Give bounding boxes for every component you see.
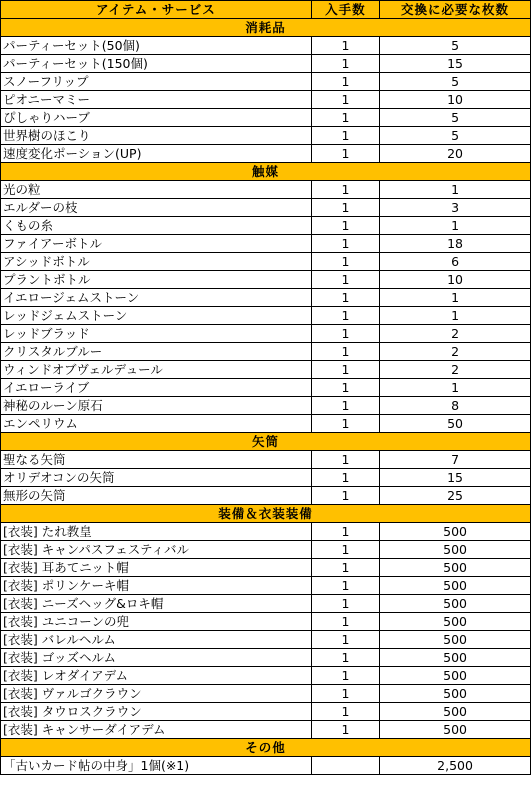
quantity-cell: 1 bbox=[311, 685, 379, 703]
item-name-cell: [衣装] バレルヘルム bbox=[1, 631, 312, 649]
table-row bbox=[1, 271, 531, 289]
item-name-cell: 無形の矢筒 bbox=[1, 487, 312, 505]
table-row bbox=[1, 469, 531, 487]
table-row bbox=[1, 631, 531, 649]
quantity-cell: 1 bbox=[311, 199, 379, 217]
cost-cell: 5 bbox=[380, 127, 531, 145]
item-name-cell: [衣装] ユニコーンの兜 bbox=[1, 613, 312, 631]
table-row bbox=[1, 361, 531, 379]
cost-cell: 25 bbox=[380, 487, 531, 505]
item-name-cell: 速度変化ポーション(UP) bbox=[1, 145, 312, 163]
item-name-cell: スノーフリップ bbox=[1, 73, 312, 91]
cost-cell: 500 bbox=[380, 685, 531, 703]
item-name-cell: 世界樹のほこり bbox=[1, 127, 312, 145]
table-row bbox=[1, 487, 531, 505]
item-name-cell: 「古いカード帖の中身」1個(※1) bbox=[1, 757, 312, 775]
quantity-cell: 1 bbox=[311, 559, 379, 577]
quantity-cell: 1 bbox=[311, 469, 379, 487]
item-name-cell: 神秘のルーン原石 bbox=[1, 397, 312, 415]
cost-cell: 500 bbox=[380, 667, 531, 685]
table-row bbox=[1, 145, 531, 163]
quantity-cell: 1 bbox=[311, 235, 379, 253]
quantity-cell: 1 bbox=[311, 109, 379, 127]
item-name-cell: [衣装] ニーズヘッグ&ロキ帽 bbox=[1, 595, 312, 613]
quantity-cell: 1 bbox=[311, 415, 379, 433]
cost-cell: 500 bbox=[380, 721, 531, 739]
header-row bbox=[1, 1, 531, 19]
table-row bbox=[1, 379, 531, 397]
quantity-cell: 1 bbox=[311, 577, 379, 595]
table-row bbox=[1, 325, 531, 343]
cost-cell: 1 bbox=[380, 181, 531, 199]
quantity-cell bbox=[311, 757, 379, 775]
table-row bbox=[1, 703, 531, 721]
item-name-cell: [衣装] ポリンケーキ帽 bbox=[1, 577, 312, 595]
cost-cell: 8 bbox=[380, 397, 531, 415]
item-name-cell: [衣装] タウロスクラウン bbox=[1, 703, 312, 721]
cost-cell: 500 bbox=[380, 631, 531, 649]
quantity-cell: 1 bbox=[311, 73, 379, 91]
item-name-cell: [衣装] ヴァルゴクラウン bbox=[1, 685, 312, 703]
header-qty: 入手数 bbox=[311, 1, 379, 19]
table-row bbox=[1, 721, 531, 739]
section-row bbox=[1, 505, 531, 523]
cost-cell: 1 bbox=[380, 289, 531, 307]
cost-cell: 20 bbox=[380, 145, 531, 163]
item-name-cell: クリスタルブルー bbox=[1, 343, 312, 361]
table-row bbox=[1, 181, 531, 199]
quantity-cell: 1 bbox=[311, 145, 379, 163]
table-row bbox=[1, 91, 531, 109]
quantity-cell: 1 bbox=[311, 325, 379, 343]
table-row bbox=[1, 217, 531, 235]
item-name-cell: [衣装] キャンパスフェスティバル bbox=[1, 541, 312, 559]
item-name-cell: オリデオコンの矢筒 bbox=[1, 469, 312, 487]
table-row bbox=[1, 577, 531, 595]
cost-cell: 5 bbox=[380, 109, 531, 127]
quantity-cell: 1 bbox=[311, 55, 379, 73]
item-name-cell: ファイアーボトル bbox=[1, 235, 312, 253]
table-row bbox=[1, 253, 531, 271]
cost-cell: 15 bbox=[380, 469, 531, 487]
cost-cell: 500 bbox=[380, 559, 531, 577]
table-row bbox=[1, 757, 531, 775]
table-row bbox=[1, 595, 531, 613]
cost-cell: 3 bbox=[380, 199, 531, 217]
cost-cell: 50 bbox=[380, 415, 531, 433]
item-name-cell: パーティーセット(150個) bbox=[1, 55, 312, 73]
section-title: 矢筒 bbox=[1, 433, 531, 451]
item-name-cell: イエロージェムストーン bbox=[1, 289, 312, 307]
section-title: 触媒 bbox=[1, 163, 531, 181]
cost-cell: 500 bbox=[380, 703, 531, 721]
table-row bbox=[1, 55, 531, 73]
cost-cell: 18 bbox=[380, 235, 531, 253]
cost-cell: 2 bbox=[380, 325, 531, 343]
table-row bbox=[1, 541, 531, 559]
item-name-cell: レッドジェムストーン bbox=[1, 307, 312, 325]
quantity-cell: 1 bbox=[311, 37, 379, 55]
item-name-cell: レッドブラッド bbox=[1, 325, 312, 343]
section-row bbox=[1, 433, 531, 451]
section-row bbox=[1, 19, 531, 37]
table-row bbox=[1, 559, 531, 577]
quantity-cell: 1 bbox=[311, 253, 379, 271]
quantity-cell: 1 bbox=[311, 541, 379, 559]
quantity-cell: 1 bbox=[311, 595, 379, 613]
table-row bbox=[1, 451, 531, 469]
item-name-cell: [衣装] たれ教皇 bbox=[1, 523, 312, 541]
item-name-cell: イエローライブ bbox=[1, 379, 312, 397]
cost-cell: 2 bbox=[380, 343, 531, 361]
section-row bbox=[1, 163, 531, 181]
quantity-cell: 1 bbox=[311, 91, 379, 109]
cost-cell: 10 bbox=[380, 271, 531, 289]
quantity-cell: 1 bbox=[311, 613, 379, 631]
cost-cell: 500 bbox=[380, 613, 531, 631]
quantity-cell: 1 bbox=[311, 181, 379, 199]
table-row bbox=[1, 649, 531, 667]
item-name-cell: パーティーセット(50個) bbox=[1, 37, 312, 55]
cost-cell: 10 bbox=[380, 91, 531, 109]
quantity-cell: 1 bbox=[311, 721, 379, 739]
quantity-cell: 1 bbox=[311, 487, 379, 505]
cost-cell: 6 bbox=[380, 253, 531, 271]
table-row bbox=[1, 127, 531, 145]
quantity-cell: 1 bbox=[311, 271, 379, 289]
table-row bbox=[1, 397, 531, 415]
table-row bbox=[1, 415, 531, 433]
item-name-cell: [衣装] ゴッズヘルム bbox=[1, 649, 312, 667]
item-name-cell: エンペリウム bbox=[1, 415, 312, 433]
cost-cell: 2,500 bbox=[380, 757, 531, 775]
cost-cell: 5 bbox=[380, 73, 531, 91]
section-row bbox=[1, 739, 531, 757]
quantity-cell: 1 bbox=[311, 307, 379, 325]
quantity-cell: 1 bbox=[311, 343, 379, 361]
cost-cell: 1 bbox=[380, 217, 531, 235]
item-name-cell: [衣装] キャンサーダイアデム bbox=[1, 721, 312, 739]
cost-cell: 500 bbox=[380, 541, 531, 559]
item-name-cell: アシッドボトル bbox=[1, 253, 312, 271]
table-row bbox=[1, 235, 531, 253]
cost-cell: 1 bbox=[380, 379, 531, 397]
table-row bbox=[1, 73, 531, 91]
table-row bbox=[1, 523, 531, 541]
item-name-cell: ウィンドオブヴェルデュール bbox=[1, 361, 312, 379]
item-name-cell: 光の粒 bbox=[1, 181, 312, 199]
table-row bbox=[1, 289, 531, 307]
quantity-cell: 1 bbox=[311, 361, 379, 379]
item-name-cell: 聖なる矢筒 bbox=[1, 451, 312, 469]
item-name-cell: [衣装] 耳あてニット帽 bbox=[1, 559, 312, 577]
quantity-cell: 1 bbox=[311, 703, 379, 721]
item-name-cell: エルダーの枝 bbox=[1, 199, 312, 217]
quantity-cell: 1 bbox=[311, 523, 379, 541]
cost-cell: 500 bbox=[380, 595, 531, 613]
section-title: 消耗品 bbox=[1, 19, 531, 37]
table-row bbox=[1, 199, 531, 217]
quantity-cell: 1 bbox=[311, 397, 379, 415]
table-row bbox=[1, 37, 531, 55]
quantity-cell: 1 bbox=[311, 289, 379, 307]
cost-cell: 500 bbox=[380, 577, 531, 595]
quantity-cell: 1 bbox=[311, 649, 379, 667]
cost-cell: 1 bbox=[380, 307, 531, 325]
header-cost: 交換に必要な枚数 bbox=[380, 1, 531, 19]
table-row bbox=[1, 307, 531, 325]
quantity-cell: 1 bbox=[311, 127, 379, 145]
cost-cell: 500 bbox=[380, 523, 531, 541]
table-row bbox=[1, 667, 531, 685]
item-name-cell: ピオニーマミー bbox=[1, 91, 312, 109]
table-row bbox=[1, 109, 531, 127]
quantity-cell: 1 bbox=[311, 379, 379, 397]
quantity-cell: 1 bbox=[311, 217, 379, 235]
item-name-cell: くもの糸 bbox=[1, 217, 312, 235]
cost-cell: 15 bbox=[380, 55, 531, 73]
cost-cell: 7 bbox=[380, 451, 531, 469]
item-name-cell: [衣装] レオダイアデム bbox=[1, 667, 312, 685]
cost-cell: 5 bbox=[380, 37, 531, 55]
section-title: 装備＆衣装装備 bbox=[1, 505, 531, 523]
table-row bbox=[1, 685, 531, 703]
quantity-cell: 1 bbox=[311, 631, 379, 649]
quantity-cell: 1 bbox=[311, 451, 379, 469]
cost-cell: 500 bbox=[380, 649, 531, 667]
table-row bbox=[1, 613, 531, 631]
header-item: アイテム・サービス bbox=[1, 1, 312, 19]
section-title: その他 bbox=[1, 739, 531, 757]
item-name-cell: ぴしゃりハーブ bbox=[1, 109, 312, 127]
item-name-cell: プラントボトル bbox=[1, 271, 312, 289]
cost-cell: 2 bbox=[380, 361, 531, 379]
quantity-cell: 1 bbox=[311, 667, 379, 685]
table-row bbox=[1, 343, 531, 361]
